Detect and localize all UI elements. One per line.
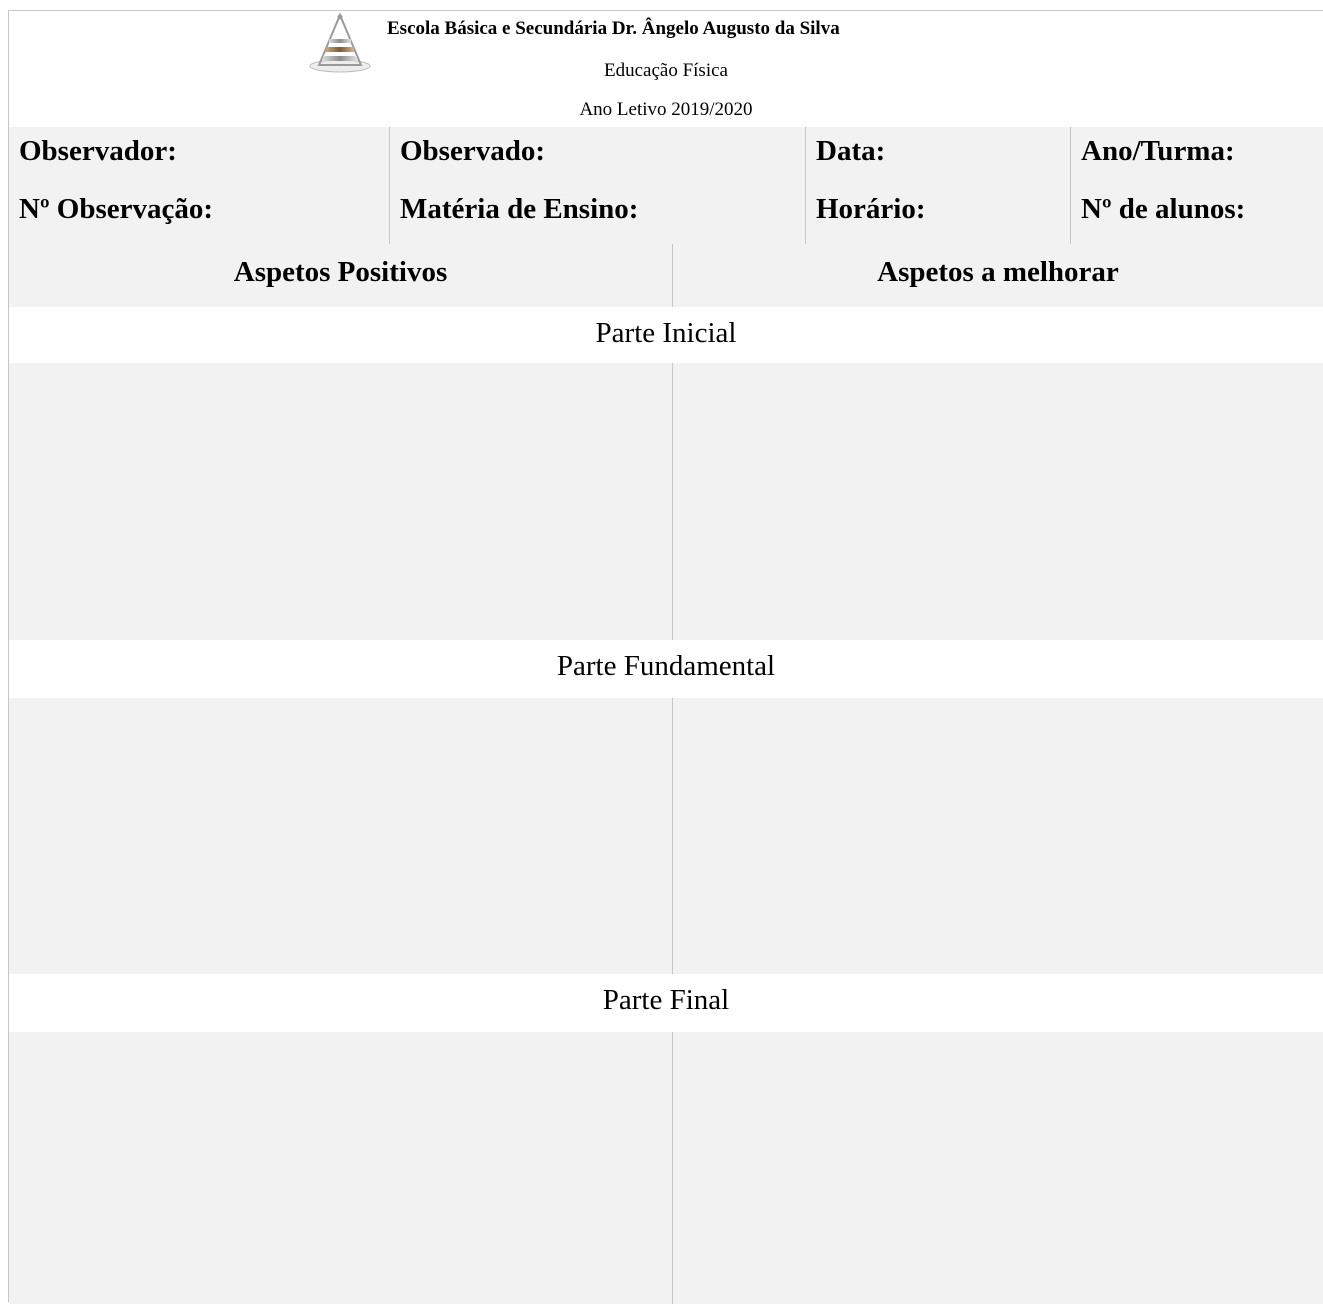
teaching-subject-field[interactable] <box>389 185 805 244</box>
section-final-label: Parte Final <box>602 984 730 1016</box>
student-count-field[interactable] <box>1070 185 1323 244</box>
observed-field[interactable] <box>389 127 805 185</box>
observation-form <box>8 10 1323 1302</box>
observation-number-field[interactable] <box>9 185 389 244</box>
fundamental-positive-notes[interactable] <box>9 698 672 974</box>
date-label: Data: <box>816 135 886 167</box>
section-fundamental <box>9 640 1323 699</box>
final-improve-notes[interactable] <box>672 1032 1323 1304</box>
school-year: Ano Letivo 2019/2020 <box>579 99 753 120</box>
initial-notes-row <box>9 363 1323 641</box>
subject-name: Educação Física <box>604 60 728 81</box>
improve-aspects-label: Aspetos a melhorar <box>877 256 1119 288</box>
observer-field[interactable] <box>9 127 389 185</box>
initial-improve-notes[interactable] <box>672 363 1323 640</box>
form-header <box>9 11 1323 128</box>
teaching-subject-label: Matéria de Ensino: <box>400 193 639 225</box>
section-initial <box>9 307 1323 364</box>
fundamental-improve-notes[interactable] <box>672 698 1323 974</box>
final-notes-row <box>9 1032 1323 1304</box>
observed-label: Observado: <box>400 135 545 167</box>
observer-label: Observador: <box>19 135 177 167</box>
column-headers <box>9 244 1323 308</box>
initial-positive-notes[interactable] <box>9 363 672 640</box>
class-label: Ano/Turma: <box>1081 135 1235 167</box>
improve-aspects-header <box>672 244 1323 307</box>
section-final <box>9 974 1323 1033</box>
schedule-field[interactable] <box>805 185 1070 244</box>
form-row-2 <box>9 185 1323 245</box>
positive-aspects-header <box>9 244 672 307</box>
schedule-label: Horário: <box>816 193 926 225</box>
class-field[interactable] <box>1070 127 1323 185</box>
positive-aspects-label: Aspetos Positivos <box>233 256 448 288</box>
student-count-label: Nº de alunos: <box>1081 193 1246 225</box>
date-field[interactable] <box>805 127 1070 185</box>
fundamental-notes-row <box>9 698 1323 975</box>
final-positive-notes[interactable] <box>9 1032 672 1304</box>
section-initial-label: Parte Inicial <box>595 317 737 349</box>
form-row-1 <box>9 127 1323 186</box>
section-fundamental-label: Parte Fundamental <box>556 650 776 682</box>
observation-number-label: Nº Observação: <box>19 193 214 225</box>
school-name: Escola Básica e Secundária Dr. Ângelo Augusto da Silva <box>387 18 840 39</box>
